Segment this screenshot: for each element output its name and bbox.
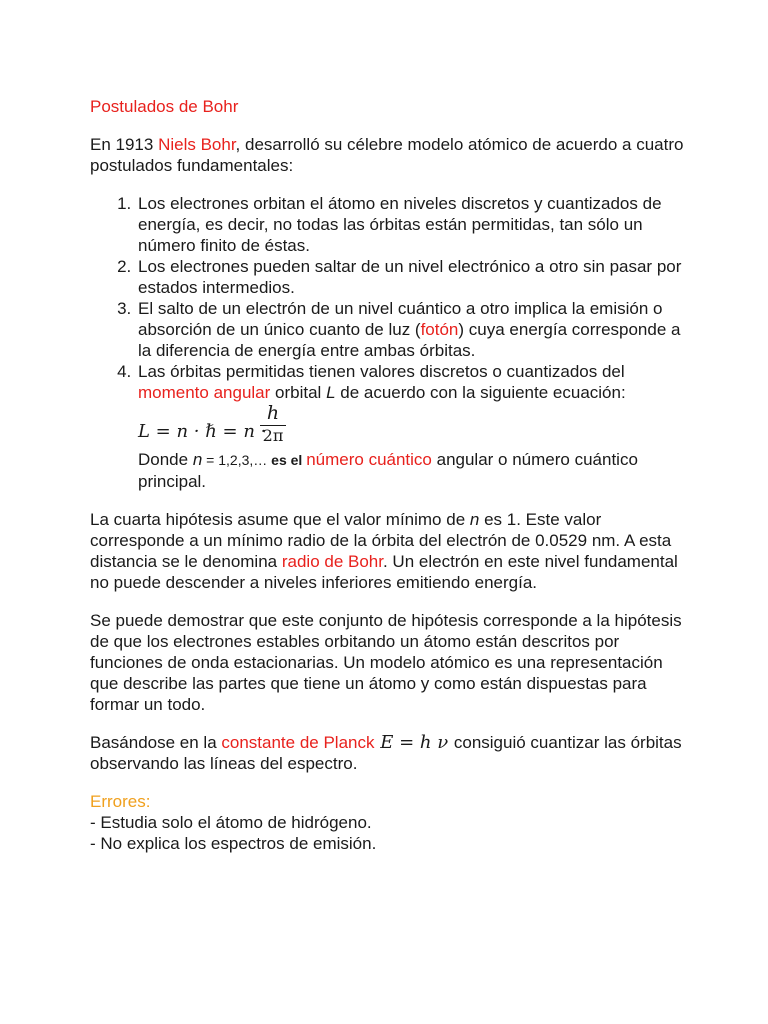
postulate-4-mid: orbital [270, 383, 327, 402]
intro-text: En 1913 [90, 135, 159, 154]
para1-text: La cuarta hipótesis asume que el valor mínimo de [90, 510, 470, 529]
angular-momentum-formula [138, 403, 690, 449]
numero-cuantico-link[interactable]: número cuántico [306, 450, 432, 469]
paragraph-planck [90, 732, 690, 774]
paragraph-funciones-onda: Se puede demostrar que este conjunto de hipótesis corresponde a la hipótesis de que los electrones estables orbitando un átomo están descritos por funciones de onda estacionarias. Un modelo atómico es una representación que describe las partes que tiene un átomo y como están dispuestas para formar un todo. [90, 611, 682, 714]
postulate-1: 1. Los electrones orbitan el átomo en niveles discretos y cuantizados de energía, es decir, no todas las órbitas están permitidas, tan sólo un número finito de éstas. [136, 193, 690, 256]
formula-fraction [260, 403, 286, 445]
fraction-numerator: h [266, 402, 280, 424]
para3-text-end: consiguió cuantizar las órbitas observando las líneas del espectro. [90, 733, 682, 773]
page-title: Postulados de Bohr [90, 97, 239, 116]
postulate-4-text-end: de acuerdo con la siguiente ecuación: [335, 383, 626, 402]
fraction-denominator: 2π [262, 426, 284, 445]
es-el-text: es el [271, 452, 307, 468]
errors-title: Errores: [90, 792, 151, 811]
n-values: = 1,2,3,… [202, 452, 272, 468]
error-item-1: - Estudia solo el átomo de hidrógeno. [90, 813, 372, 832]
paragraph-cuarta-hipotesis [90, 509, 690, 593]
postulate-4 [136, 361, 690, 492]
para1-text-end: . Un electrón en este nivel fundamental no puede descender a niveles inferiores emitiendo energía. [90, 552, 678, 592]
constante-planck-link[interactable]: constante de Planck [221, 733, 375, 752]
document-content [90, 96, 690, 854]
donde-text: Donde [138, 450, 193, 469]
niels-bohr-link[interactable]: Niels Bohr [158, 135, 236, 154]
donde-text-end: angular o número cuántico principal. [138, 450, 638, 491]
variable-l: L [326, 383, 336, 402]
postulate-3-text: El salto de un electrón de un nivel cuántico a otro implica la emisión o absorción de un único cuanto de luz ( [138, 299, 663, 339]
foton-link[interactable]: fotón [420, 320, 459, 339]
variable-n: n [192, 450, 203, 469]
donde-line [138, 450, 638, 491]
para1-mid: es 1. Este valor corresponde a un mínimo radio de la órbita del electrón de 0.0529 nm. A esta distancia se le denomina [90, 510, 672, 571]
intro-text-end: , desarrolló su célebre modelo atómico de acuerdo a cuatro postulados fundamentales: [90, 135, 684, 175]
radio-de-bohr-link[interactable]: radio de Bohr [281, 552, 383, 571]
postulate-3-text-end: ) cuya energía corresponde a la diferencia de energía entre ambas órbitas. [138, 320, 681, 360]
formula-lhs: L = n · ℏ = n · [138, 421, 267, 442]
intro-paragraph [90, 134, 690, 176]
planck-equation: E = h ν [374, 732, 454, 753]
postulates-list [90, 193, 690, 492]
para3-text: Basándose en la [90, 733, 222, 752]
para1-variable-n: n [469, 510, 480, 529]
postulate-2: 2. Los electrones pueden saltar de un nivel electrónico a otro sin pasar por estados intermedios. [136, 256, 690, 298]
momento-angular-link[interactable]: momento angular [138, 383, 271, 402]
error-item-2: - No explica los espectros de emisión. [90, 834, 377, 853]
postulate-4-text: Las órbitas permitidas tienen valores discretos o cuantizados del [138, 362, 625, 381]
postulate-3 [136, 298, 690, 361]
